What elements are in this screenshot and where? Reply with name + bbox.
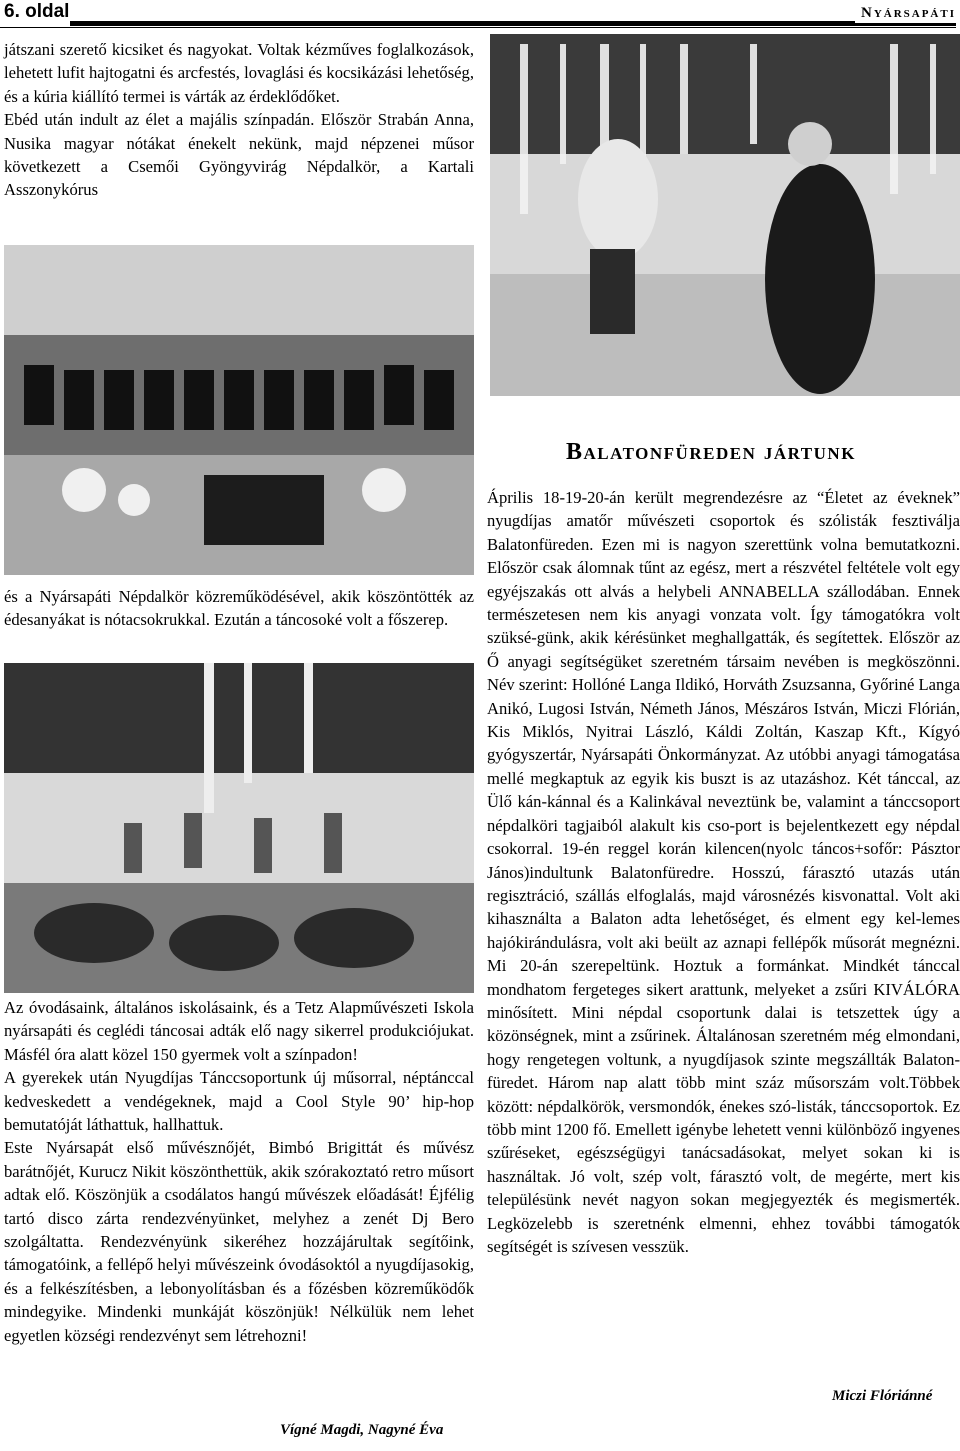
choir-paragraph: és a Nyársapáti Népdalkör közreműködésével, akik köszöntötték az édesanyákat is nótacsokrukkal. Ezután a táncosoké volt a főszerep. [4, 587, 474, 630]
intro-text [4, 38, 474, 202]
intro-paragraph-2: Ebéd után indult az élet a majális színpadán. Először Strabán Anna, Nusika magyar nótákat énekelt nekünk, majd népzenei műsor következett a Csemői Gyöngyvirág Népdalkör, a Kartali Asszonykórus [4, 110, 474, 200]
right-signature: Miczi Flóriánné [832, 1388, 933, 1404]
article-paragraph: Április 18-19-20-án került megrendezésre az “Életet az éveknek” nyugdíjas amatőr művészeti csoportok és szólisták fesztiválja Balatonfüreden. Ezen mi is nagyon szerettünk volna bemutatkozni. Először csak álomnak tűnt az egész, mert a részvétel feltétele volt egy egyéjszakás ott alvás a helybeli ANNABELLA szállodában. Ennek természetesen nem kis anyagi vonzata volt. Így támogatókra volt szüksé-günk, akik kérésünket meghallgatták, és segítettek. Először az Ő anyagi segítségüket szeretném társaim nevében is megköszönni. Név szerint: Hollóné Langa Ildikó, Horváth Zsuzsanna, Győriné Langa Anikó, Lugosi István, Németh János, Mészáros István, Miczi Flórián, Kis Miklós, Nyitrai László, Káldi Zoltán, Kaszap Kft., Kígyó gyógyszertár, Nyársapáti Önkormányzat. Az utóbbi anyagi támogatása mellé megkaptuk az egyik kis buszt is az utazáshoz. Két tánccal, az Ülő kán-kánnal és a Kalinkával neveztünk be, valamint a tánccsoport népdalköri tagjaiból alakult kis cso-port is bejelentkezett egy népdal csokorral. 19-én reggel korán kilencen(nyolc táncos+sofőr: Pásztor János)indultunk Balatonfüredre. Hosszú, fárasztó utazás után regisztráció, szállás elfoglalás, majd városnézés kisvonattal. Volt aki kihasználta a Balaton adta lehetőséget, és elment egy kel-lemes hajókirándulásra, volt aki beült az aznapi fellépők műsorát megnézni. Mi 20-án szerepeltünk. Hoztuk a formánkat. Mindkét tánccal mondhatom fergeteges sikert arattunk, melyeket a zsűri KIVÁLÓRA minősített. Mini népdal csoportunk dalai is tetszettek úgy a közönségnek, mint a zsűrinek. Általánosan szeretném még elmondani, hogy rengetegen voltunk, a nyugdíjasok szinte megszállták Balaton-füredet. Három nap alatt több mint száz műsorszám volt.Többek között: népdalkörök, versmondók, énekes szó-listák, tánccsoportok. Ez több mint 1200 fő. Emellett igénybe lehetett venni különböző ingyenes szűréseket, egészségügyi tanácsadásokat, melyet sokan ki is használtak. Jó volt, szép volt, fárasztó volt, de megérte, mert kis településünk nevét nagyon sokan megjegyezték és megismerték. Legközelebb is szeretnénk elmenni, ehhez további támogatók segítségét is szívesen vesszük. [487, 488, 960, 1256]
left-signature: Vígné Magdi, Nagyné Éva [280, 1422, 444, 1438]
article-body [487, 486, 960, 1258]
header-rule-thin [0, 27, 956, 28]
photo-dancing-children [4, 663, 474, 993]
intro-paragraph-1: játszani szerető kicsiket és nagyokat. Voltak kézműves foglalkozások, lehetett lufit hajtogatni és arcfestés, lovaglási és kocsikázási lehetőség, és a kúria kiállító termei is várták az érdeklődőket. [4, 40, 474, 106]
event-text [4, 996, 474, 1347]
event-paragraph-2: A gyerekek után Nyugdíjas Tánccsoportunk új műsorral, néptánccal kedveskedett a vendégeknek, majd a Cool Style 90’ hip-hop bemutatóját láthattuk, hallhattuk. [4, 1068, 474, 1135]
page-number: 6. oldal [4, 1, 70, 22]
page-header [0, 0, 960, 32]
choir-text [4, 585, 474, 632]
event-paragraph-3: Este Nyársapát első művésznőjét, Bimbó Brigittát és művész barátnőjét, Kurucz Nikit köszönthettük, akik szórakoztató retro műsort adtak elő. Köszönjük a csodálatos hangú művészek előadását! Éjfélig tartó disco zárta rendezvényünket, melyhez a zenét Dj Bero szolgáltatta. Rendezvényünk sikeréhez hozzájárultak segítőink, támogatóink, a fellépő helyi művészeink óvodásoktól a nyugdíjasokig, és a felkészítésben, a lebonyolításban és a főzésben közreműködők mindegyike. Mindenki munkáját köszönjük! Nélkülük nem lehet egyetlen községi rendezvényt sem létrehozni! [4, 1138, 474, 1345]
photo-singers-on-stage [490, 34, 960, 396]
publication-name: Nyársapáti [855, 3, 956, 23]
header-rule [70, 21, 956, 26]
event-paragraph-1: Az óvodásaink, általános iskolásaink, és a Tetz Alapművészeti Iskola nyársapáti és ceglédi táncosai adták elő nagy sikerrel produkciójukat. Másfél óra alatt közel 150 gyermek volt a színpadon! [4, 998, 474, 1064]
article-title: Balatonfüreden jártunk [566, 439, 856, 465]
photo-choir [4, 245, 474, 575]
